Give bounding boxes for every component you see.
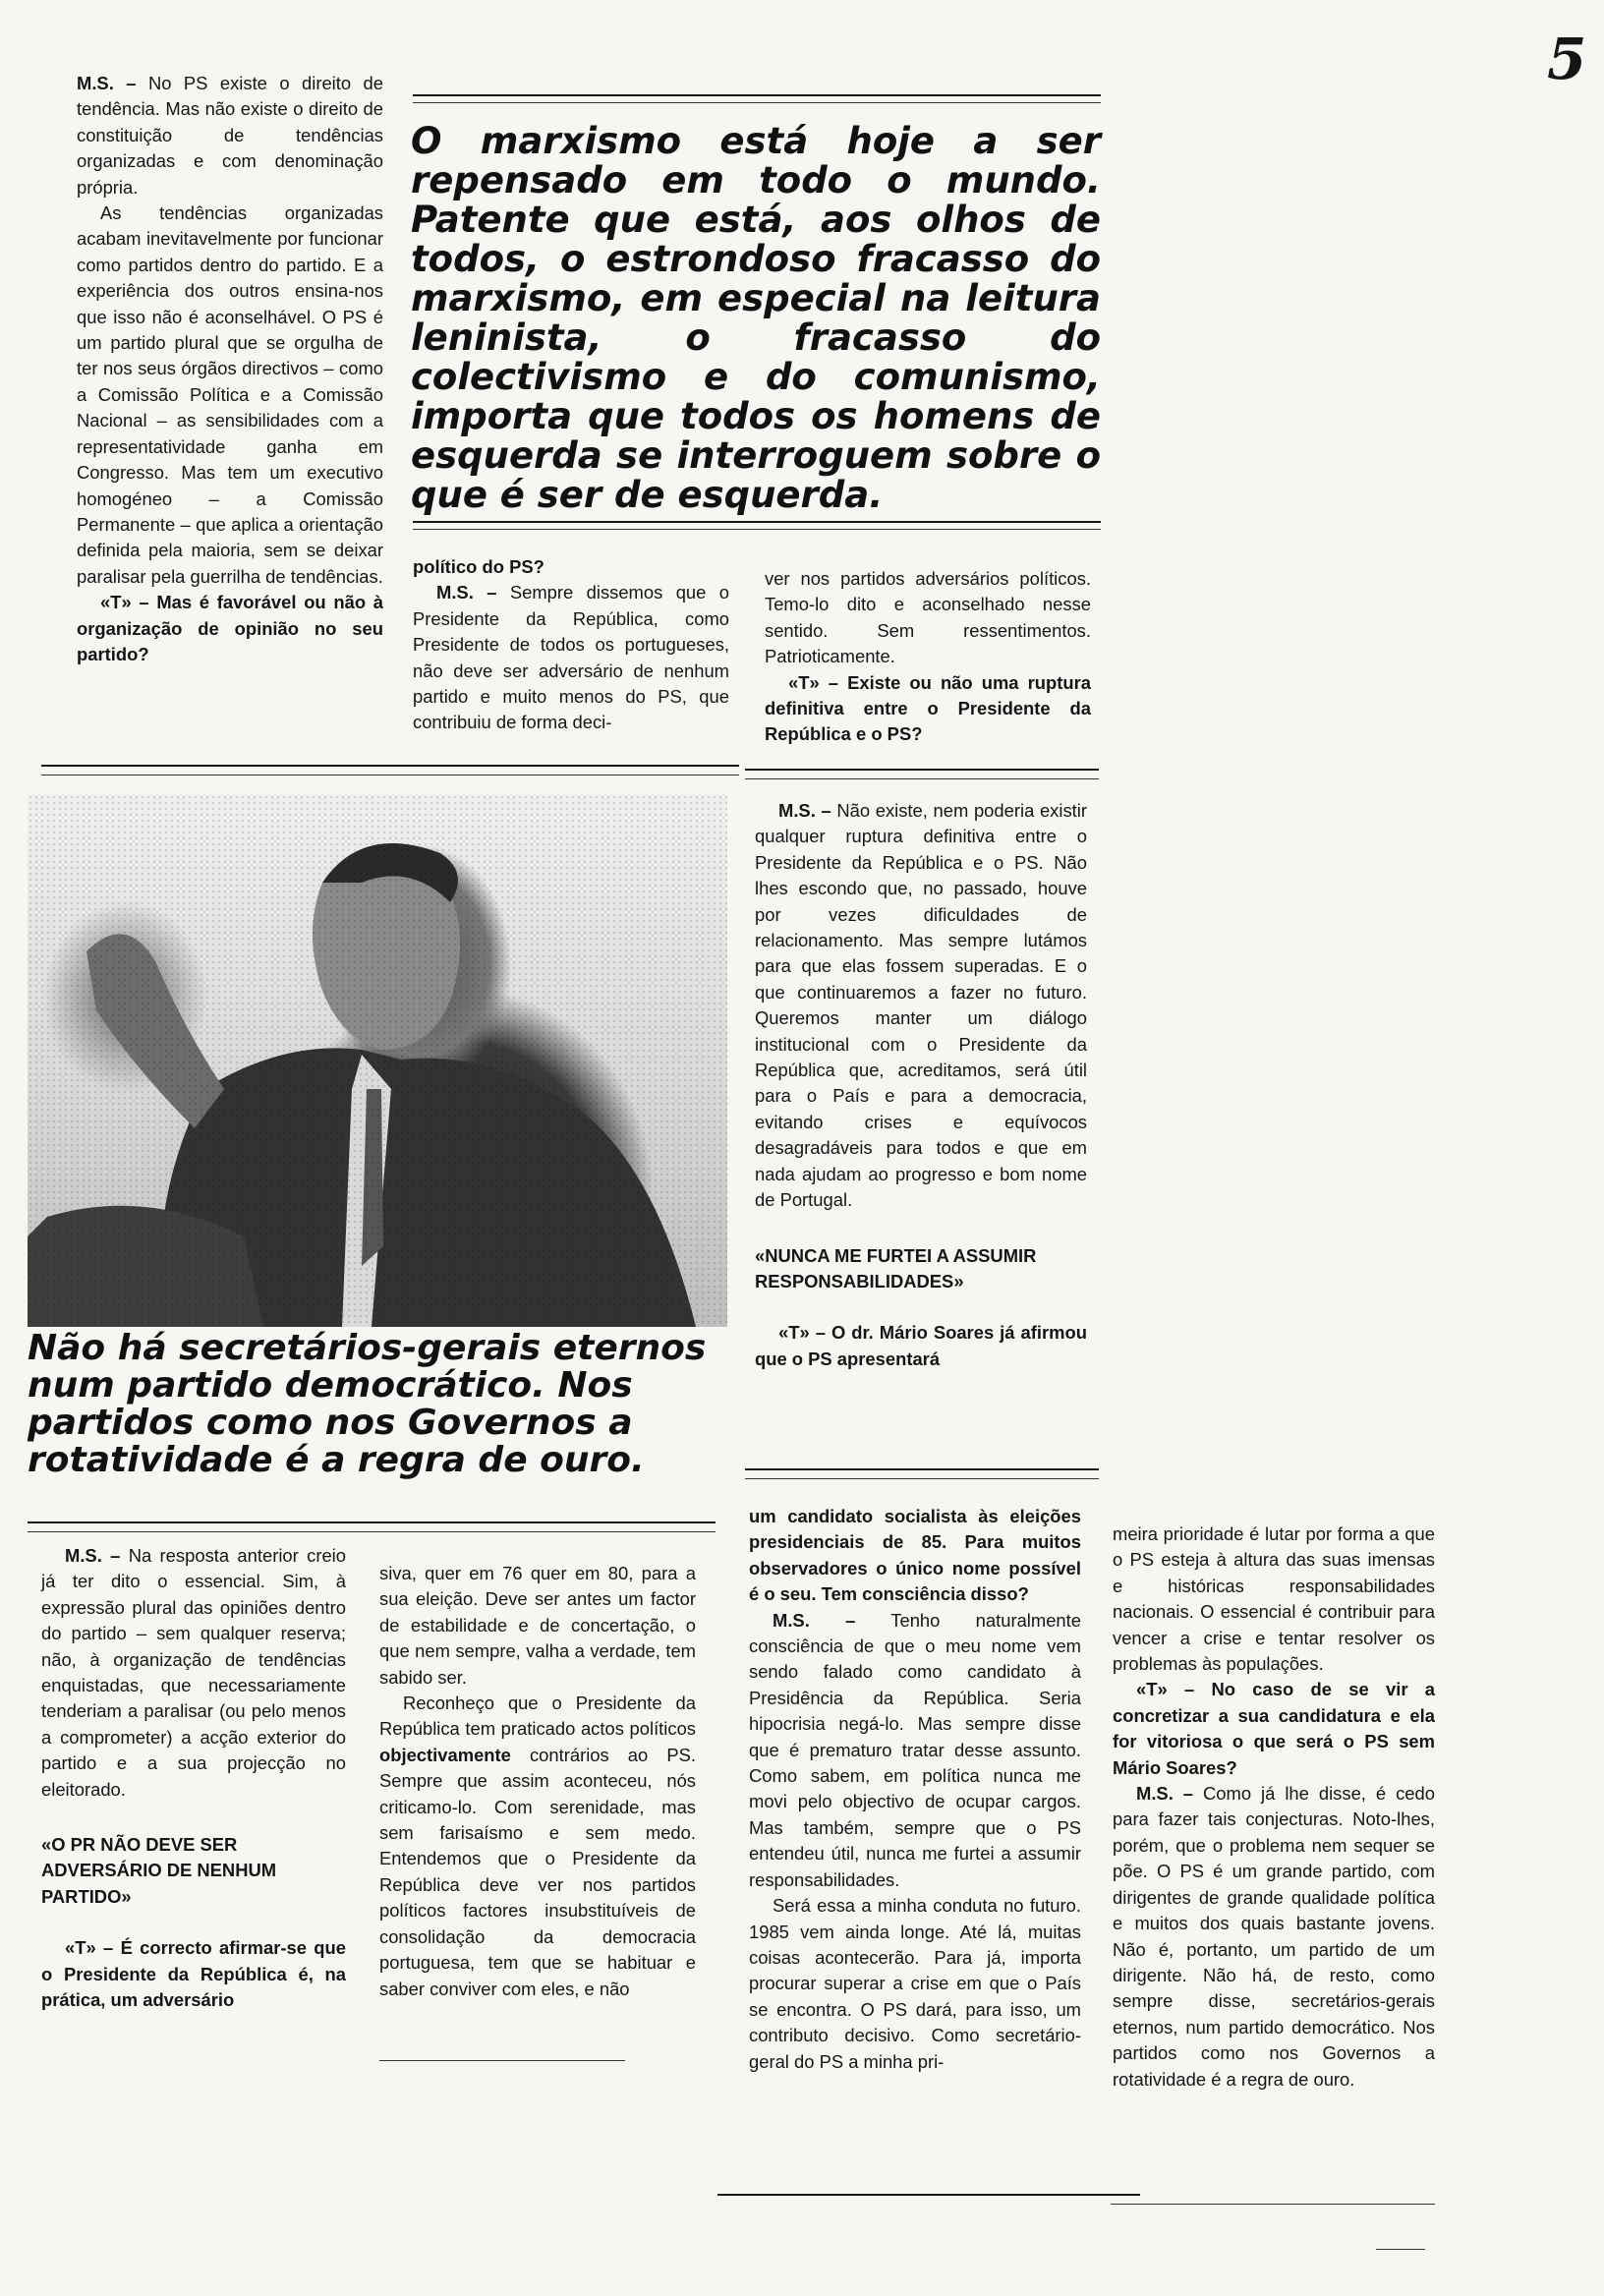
- answer-paragraph: [41, 1543, 346, 1803]
- photo-caption-quote: Não há secretários-gerais eternos num partido democrático. Nos partidos como nos Governos a rotatividade é a regra de ouro.: [28, 1328, 707, 1480]
- answer-text: contrários ao PS. Sempre que assim aconteceu, nós criticamo-lo. Com serenidade, mas sem farisaísmo e sem medo. Entendemos que o Presidente da República deve ver nos partidos políticos factores insubstituíveis de consolidação da democracia portuguesa, tem que se habituar e saber conviver com eles, e não: [379, 1744, 696, 1999]
- answer-paragraph: [1113, 1781, 1435, 2093]
- question-text: No caso de se vir a concretizar a sua candidatura e ela for vitoriosa o que será o PS sem Mário Soares?: [1113, 1679, 1435, 1778]
- answer-paragraph: Será essa a minha conduta no futuro. 1985 vem ainda longe. Até lá, muitas coisas acontecerão. Para já, importa procurar superar a crise em que o País se encontra. O PS dará, para isso, um contributo decisivo. Como secretário-geral do PS a minha pri-: [749, 1895, 1081, 2072]
- speaker-tag: M.S. –: [65, 1545, 121, 1566]
- column-e: [41, 1543, 346, 2014]
- question-text: Existe ou não uma ruptura definitiva entre o Presidente da República e o PS?: [765, 671, 1091, 745]
- column-b: [413, 554, 729, 736]
- emphasis-text: objectivamente: [379, 1744, 511, 1765]
- caption-rule-2: [28, 1531, 716, 1532]
- column-f-end-rule: [379, 2060, 625, 2061]
- speaker-tag: M.S. –: [1136, 1783, 1194, 1805]
- speaker-tag: M.S. –: [436, 582, 497, 603]
- question-text: Mas é favorável ou não à organização de opinião no seu partido?: [77, 592, 383, 664]
- question-tag: «T» –: [100, 592, 149, 613]
- section-rule-left: [41, 765, 739, 767]
- question-text: O dr. Mário Soares já afirmou que o PS apresentará: [755, 1322, 1087, 1369]
- answer-paragraph: ver nos partidos adversários políticos. Temo-lo dito e aconselhado nesse sentido. Sem ressentimentos. Patrioticamente.: [765, 568, 1091, 667]
- answer-paragraph: [379, 1691, 696, 2002]
- answer-text: Como já lhe disse, é cedo para fazer tais conjecturas. Noto-lhes, porém, que o problema nem sequer se põe. O PS é um grande partido, com dirigentes de grande qualidade política e muitos dos quais bastante jovens. Não é, portanto, um partido de um dirigente. Não há, de resto, como sempre disse, secretários-gerais eternos, num partido democrático. Nos partidos como nos Governos a rotatividade é a regra de ouro.: [1113, 1783, 1435, 2090]
- question-paragraph: [755, 1320, 1087, 1372]
- column-c: [765, 566, 1091, 748]
- section-rule-right: [745, 769, 1099, 771]
- speaker-tag: M.S. –: [773, 1609, 856, 1631]
- subheading: «NUNCA ME FURTEI A ASSUMIR RESPONSABILIDADES»: [755, 1244, 1037, 1292]
- answer-text: No PS existe o direito de tendência. Mas não existe o direito de constituição de tendências organizadas e com denominação própria.: [77, 73, 383, 198]
- question-paragraph: [77, 590, 383, 667]
- question-paragraph: um candidato socialista às eleições presidenciais de 85. Para muitos observadores o único nome possível é o seu. Tem consciência disso?: [749, 1506, 1081, 1605]
- answer-text: Tenho naturalmente consciência de que o meu nome vem sendo falado como candidato à Presidência da República. Seria hipocrisia negá-lo. Mas sempre disse que é prematuro tratar desse assunto. Como sabem, em política nunca me movi pelo objectivo de ocupar cargos. Mas também, sempre que o PS entendeu útil, nunca me furtei a assumir responsabilidades.: [749, 1609, 1081, 1890]
- mid-right-rule-2: [745, 1478, 1099, 1479]
- question-tag: «T» –: [1136, 1679, 1195, 1700]
- answer-text: Na resposta anterior creio já ter dito o essencial. Sim, à expressão plural das opiniões dentro do partido – sem qualquer reserva; não, à organização de tendências enquistadas, que necessariamente tenderiam a paralisar (ou pelo menos a comprometer) a acção exterior do partido e a sua projecção no eleitorado.: [41, 1545, 346, 1800]
- corner-mark: [1376, 2249, 1425, 2250]
- column-g: [749, 1504, 1081, 2075]
- portrait-photo: [28, 794, 727, 1327]
- portrait-photo-icon: [28, 794, 727, 1327]
- column-d: [755, 798, 1087, 1372]
- pull-quote-top-rule: [413, 94, 1101, 96]
- answer-paragraph: siva, quer em 76 quer em 80, para a sua eleição. Deve ser antes um factor de estabilidade e de concertação, o que nem sempre, valha a verdade, tem sabido ser.: [379, 1563, 696, 1688]
- column-f: [379, 1561, 696, 2002]
- answer-paragraph: meira prioridade é lutar por forma a que o PS esteja à altura das suas imensas e históricas responsabilidades nacionais. O essencial é contribuir para vencer a crise e tentar resolver os problemas às populações.: [1113, 1523, 1435, 1675]
- answer-text: Reconheço que o Presidente da República tem praticado actos políticos: [379, 1693, 696, 1740]
- question-tag: «T» –: [65, 1937, 114, 1959]
- question-paragraph: [41, 1935, 346, 2013]
- question-tag: «T» –: [778, 1322, 826, 1344]
- speaker-tag: M.S. –: [778, 800, 831, 821]
- question-paragraph: [765, 670, 1091, 748]
- caption-rule: [28, 1521, 716, 1523]
- subheading: «O PR NÃO DEVE SER ADVERSÁRIO DE NENHUM PARTIDO»: [41, 1834, 277, 1907]
- column-h: [1113, 1521, 1435, 2093]
- answer-text: Sempre dissemos que o Presidente da República, como Presidente de todos os portugueses, não deve ser adversário de nenhum partido e muito menos do PS, que contribuiu de forma deci-: [413, 582, 729, 733]
- pull-quote-bottom-rule: [413, 521, 1101, 523]
- section-rule-right-2: [745, 778, 1099, 779]
- answer-paragraph: [755, 798, 1087, 1214]
- page-number: 5: [1547, 26, 1587, 92]
- pull-quote-bottom-rule-2: [413, 529, 1101, 530]
- pull-quote-top-rule-2: [413, 102, 1101, 103]
- answer-text: Não existe, nem poderia existir qualquer ruptura definitiva entre o Presidente da República e o PS. Não lhes escondo que, no passado, houve por vezes dificuldades de relacionamento. Mas sempre lutámos para que elas fossem superadas. E o que continuaremos a fazer no futuro. Queremos manter um diálogo institucional com o Presidente da República que, acreditamos, será útil para o País e para a democracia, evitando crises e equívocos desagradáveis para todos e que em nada ajudam ao progresso e bom nome de Portugal.: [755, 800, 1087, 1211]
- answer-paragraph: As tendências organizadas acabam inevitavelmente por funcionar como partidos dentro do partido. E a experiência dos outros ensina-nos que isso não é aconselhável. O PS é um partido plural que se orgulha de ter nos seus órgãos directivos – como a Comissão Política e a Comissão Nacional – as sensibilidades com a representatividade ganha em Congresso. Mas tem um executivo homogéneo – a Comissão Permanente – que aplica a orientação definida pela maioria, sem se deixar paralisar pela guerrilha de tendências.: [77, 202, 383, 587]
- answer-paragraph: [749, 1608, 1081, 1893]
- question-text: É correcto afirmar-se que o Presidente da República é, na prática, um adversário: [41, 1937, 346, 2011]
- mid-right-rule: [745, 1468, 1099, 1470]
- column-a: [77, 71, 383, 667]
- answer-paragraph: [77, 71, 383, 201]
- bottom-rule-left-2: [1111, 2204, 1435, 2205]
- pull-quote-main: O marxismo está hoje a ser repensado em todo o mundo. Patente que está, aos olhos de todos, o estrondoso fracasso do marxismo, em especial na leitura leninista, o fracasso do colectivismo e do comunismo, importa que todos os homens de esquerda se interroguem sobre o que é ser de esquerda.: [411, 120, 1101, 516]
- speaker-tag: M.S. –: [77, 73, 137, 93]
- question-paragraph: [1113, 1677, 1435, 1781]
- answer-paragraph: [413, 580, 729, 735]
- question-end: político do PS?: [413, 556, 544, 577]
- bottom-rule-left: [717, 2194, 1140, 2196]
- question-tag: «T» –: [788, 671, 839, 693]
